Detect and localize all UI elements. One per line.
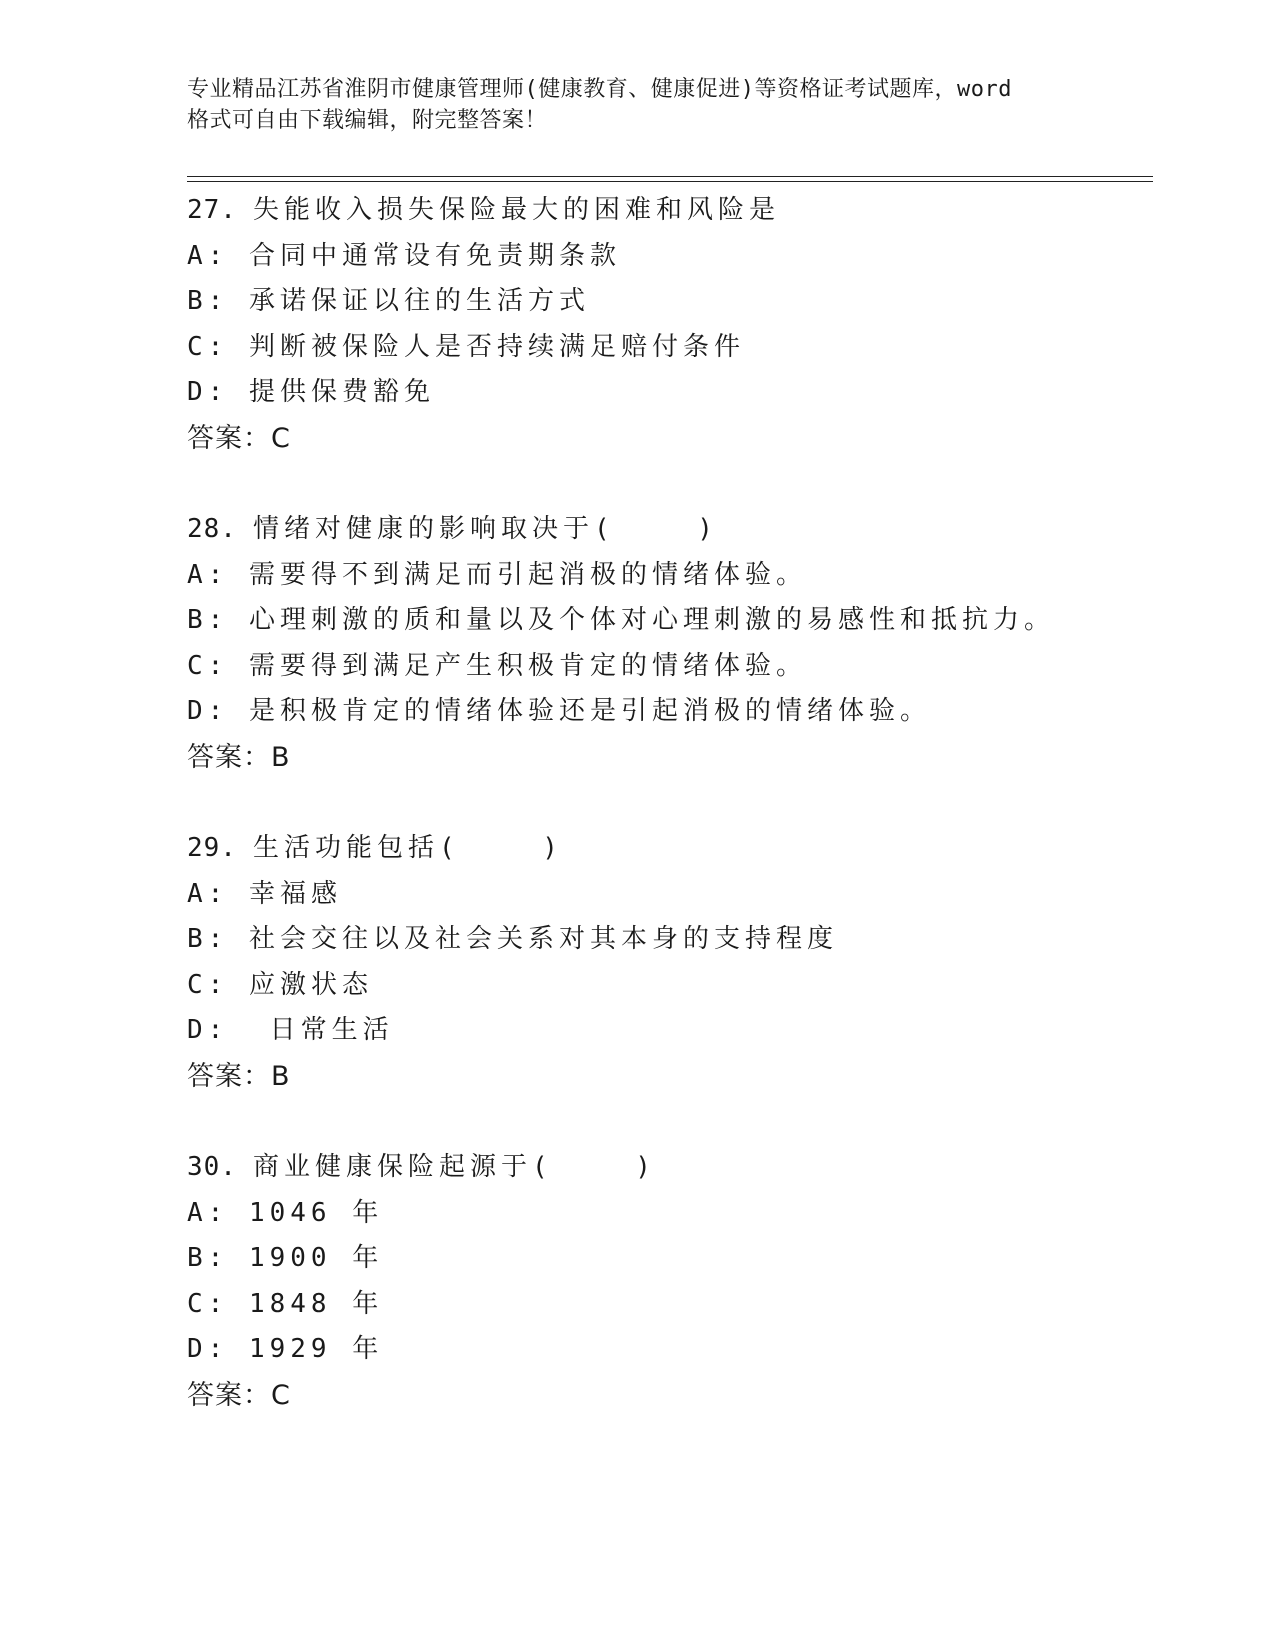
option-c: C: 判断被保险人是否持续满足赔付条件 — [187, 331, 745, 362]
question-number: 28. — [187, 514, 237, 544]
answer-key: 答案：B — [187, 741, 291, 773]
question-number: 27. — [187, 195, 237, 225]
question-stem — [187, 1145, 1147, 1191]
question-stem — [187, 826, 1147, 872]
option-b: B: 心理刺激的质和量以及个体对心理刺激的易感性和抵抗力。 — [187, 605, 1055, 635]
answer-key: 答案：C — [187, 1379, 291, 1411]
question-text: 情绪对健康的影响取决于( ) — [252, 514, 718, 544]
question-28 — [187, 507, 1147, 780]
question-text: 失能收入损失保险最大的困难和风险是 — [252, 195, 780, 225]
question-stem — [187, 507, 1147, 553]
option-d: D: 1929 年 — [187, 1334, 384, 1364]
option-d: D: 日常生活 — [187, 1015, 394, 1045]
option-a: A: 1046 年 — [187, 1197, 384, 1228]
option-a: A: 合同中通常设有免责期条款 — [187, 240, 621, 271]
answer-key: 答案：B — [187, 1060, 291, 1092]
header-divider-top — [187, 176, 1153, 177]
option-c: C: 应激状态 — [187, 969, 373, 1000]
option-b: B: 1900 年 — [187, 1243, 384, 1273]
header-divider-bottom — [187, 181, 1153, 182]
question-stem — [187, 188, 1147, 234]
question-text: 生活功能包括( ) — [252, 833, 563, 863]
answer-key: 答案：C — [187, 422, 291, 454]
option-d: D: 是积极肯定的情绪体验还是引起消极的情绪体验。 — [187, 696, 931, 726]
option-d: D: 提供保费豁免 — [187, 377, 435, 407]
option-b: B: 承诺保证以往的生活方式 — [187, 286, 590, 316]
question-29 — [187, 826, 1147, 1099]
header-line-2: 格式可自由下载编辑，附完整答案！ — [187, 108, 548, 133]
option-c: C: 1848 年 — [187, 1288, 384, 1319]
question-number: 29. — [187, 833, 237, 863]
question-text: 商业健康保险起源于( ) — [252, 1152, 656, 1182]
header-line-1: 专业精品江苏省淮阴市健康管理师(健康教育、健康促进)等资格证考试题库，word — [187, 77, 1012, 102]
question-30 — [187, 1145, 1147, 1418]
question-list — [187, 188, 1147, 1418]
option-c: C: 需要得到满足产生积极肯定的情绪体验。 — [187, 650, 807, 681]
option-b: B: 社会交往以及社会关系对其本身的支持程度 — [187, 924, 838, 954]
document-header — [187, 74, 1087, 136]
option-a: A: 需要得不到满足而引起消极的情绪体验。 — [187, 559, 807, 590]
question-number: 30. — [187, 1152, 237, 1182]
question-27 — [187, 188, 1147, 461]
option-a: A: 幸福感 — [187, 878, 342, 909]
